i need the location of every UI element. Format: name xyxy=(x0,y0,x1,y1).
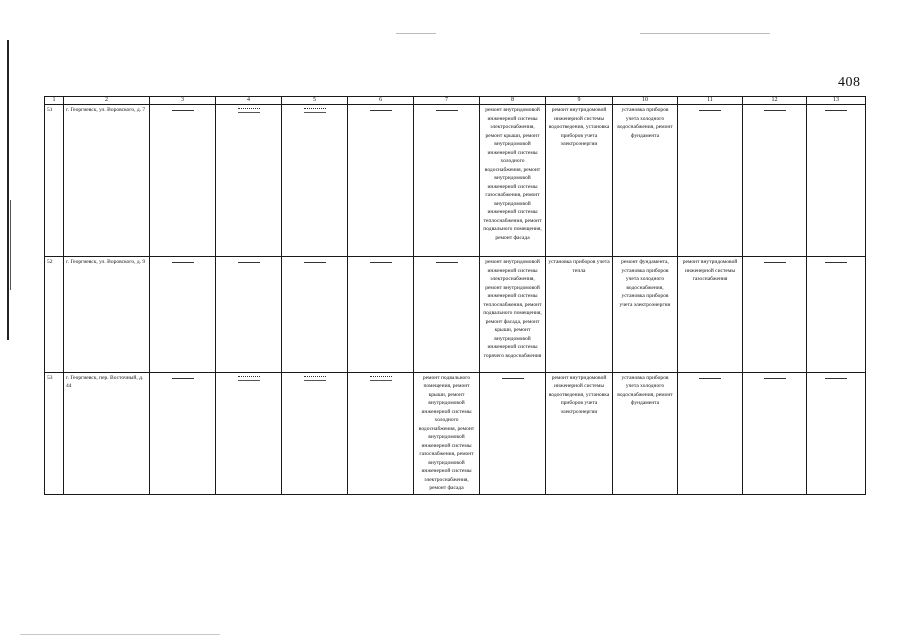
row-number: 51 xyxy=(45,105,64,257)
empty-cell xyxy=(678,372,743,494)
dash-mark xyxy=(172,378,194,379)
column-number: 7 xyxy=(414,97,480,105)
column-number: 6 xyxy=(348,97,414,105)
address-cell: г. Георгиевск, пер. Восточный, д. 44 xyxy=(64,372,150,494)
works-cell: ремонт внутридомовой инженерной системы водоотведения, установка приборов учета электроэнергии xyxy=(546,372,613,494)
works-cell: ремонт внутридомовой инженерной системы электроснабжения, ремонт крыши, ремонт внутридомовой инженерной системы холодного водоснабжения, ремонт внутридомовой инженерной системы газоснабжения, ремонт внутридомовой инженерной системы теплоснабжения, ремонт подвального помещения, ремонт фасада xyxy=(480,105,546,257)
column-number: 8 xyxy=(480,97,546,105)
table-row xyxy=(45,372,866,494)
empty-cell xyxy=(216,105,282,257)
dash-mark xyxy=(825,378,847,379)
empty-cell xyxy=(150,105,216,257)
column-number: 4 xyxy=(216,97,282,105)
works-cell: ремонт фундамента, установка приборов учета холодного водоснабжения, установка приборов учета электроэнергии xyxy=(613,257,678,372)
address-cell: г. Георгиевск, ул. Воровского, д. 9 xyxy=(64,257,150,372)
empty-cell xyxy=(348,257,414,372)
dash-mark xyxy=(172,110,194,111)
dash-mark xyxy=(370,262,392,263)
dash-mark xyxy=(304,108,326,113)
dash-mark xyxy=(238,108,260,113)
empty-cell xyxy=(743,105,807,257)
dash-mark xyxy=(825,262,847,263)
empty-cell xyxy=(282,105,348,257)
works-cell: ремонт внутридомовой инженерной системы газоснабжения xyxy=(678,257,743,372)
table-row xyxy=(45,257,866,372)
empty-cell xyxy=(348,105,414,257)
column-number: 10 xyxy=(613,97,678,105)
column-number: 11 xyxy=(678,97,743,105)
empty-cell xyxy=(743,372,807,494)
empty-cell xyxy=(414,105,480,257)
empty-cell xyxy=(150,257,216,372)
dash-mark xyxy=(764,378,786,379)
empty-cell xyxy=(150,372,216,494)
table-row xyxy=(45,105,866,257)
empty-cell xyxy=(414,257,480,372)
column-number: 9 xyxy=(546,97,613,105)
works-cell: установка приборов учета тепла xyxy=(546,257,613,372)
works-cell: установка приборов учета холодного водоснабжения, ремонт фундамента xyxy=(613,372,678,494)
scan-noise xyxy=(20,634,220,635)
dash-mark xyxy=(502,378,524,379)
empty-cell xyxy=(216,257,282,372)
dash-mark xyxy=(436,110,458,111)
dash-mark xyxy=(825,110,847,111)
column-number: 13 xyxy=(807,97,866,105)
empty-cell xyxy=(807,105,866,257)
scan-edge-mark xyxy=(7,40,9,340)
empty-cell xyxy=(807,372,866,494)
empty-cell xyxy=(743,257,807,372)
dash-mark xyxy=(699,110,721,111)
empty-cell xyxy=(216,372,282,494)
scan-noise xyxy=(640,33,770,34)
column-number: 1 xyxy=(45,97,64,105)
column-number: 12 xyxy=(743,97,807,105)
dash-mark xyxy=(238,376,260,381)
dash-mark xyxy=(436,262,458,263)
empty-cell xyxy=(807,257,866,372)
register-table xyxy=(44,96,866,495)
dash-mark xyxy=(238,262,260,263)
dash-mark xyxy=(304,376,326,381)
column-number-row xyxy=(45,97,866,105)
empty-cell xyxy=(348,372,414,494)
dash-mark xyxy=(172,262,194,263)
column-number: 2 xyxy=(64,97,150,105)
address-cell: г. Георгиевск, ул. Воровского, д. 7 xyxy=(64,105,150,257)
dash-mark xyxy=(370,110,392,111)
works-cell: ремонт внутридомовой инженерной системы водоотведения, установка приборов учета электроэнергии xyxy=(546,105,613,257)
column-number: 5 xyxy=(282,97,348,105)
empty-cell xyxy=(282,257,348,372)
works-cell: ремонт подвального помещения, ремонт крыши, ремонт внутридомовой инженерной системы холодного водоснабжения, ремонт внутридомовой инженерной системы газоснабжения, ремонт внутридомовой инженерной системы электроснабжения, ремонт фасада xyxy=(414,372,480,494)
works-cell: ремонт внутридомовой инженерной системы электроснабжения, ремонт внутридомовой инженерной системы теплоснабжения, ремонт подвального помещения, ремонт фасада, ремонт крыши, ремонт внутридомовой инженерной системы горячего водоснабжения xyxy=(480,257,546,372)
dash-mark xyxy=(370,376,392,381)
row-number: 53 xyxy=(45,372,64,494)
works-cell: установка приборов учета холодного водоснабжения, ремонт фундамента xyxy=(613,105,678,257)
scan-noise xyxy=(396,33,436,34)
column-number: 3 xyxy=(150,97,216,105)
empty-cell xyxy=(480,372,546,494)
dash-mark xyxy=(304,262,326,263)
dash-mark xyxy=(699,378,721,379)
page-number: 408 xyxy=(838,75,861,90)
dash-mark xyxy=(764,110,786,111)
empty-cell xyxy=(678,105,743,257)
row-number: 52 xyxy=(45,257,64,372)
empty-cell xyxy=(282,372,348,494)
dash-mark xyxy=(764,262,786,263)
scan-edge-mark xyxy=(10,200,11,290)
